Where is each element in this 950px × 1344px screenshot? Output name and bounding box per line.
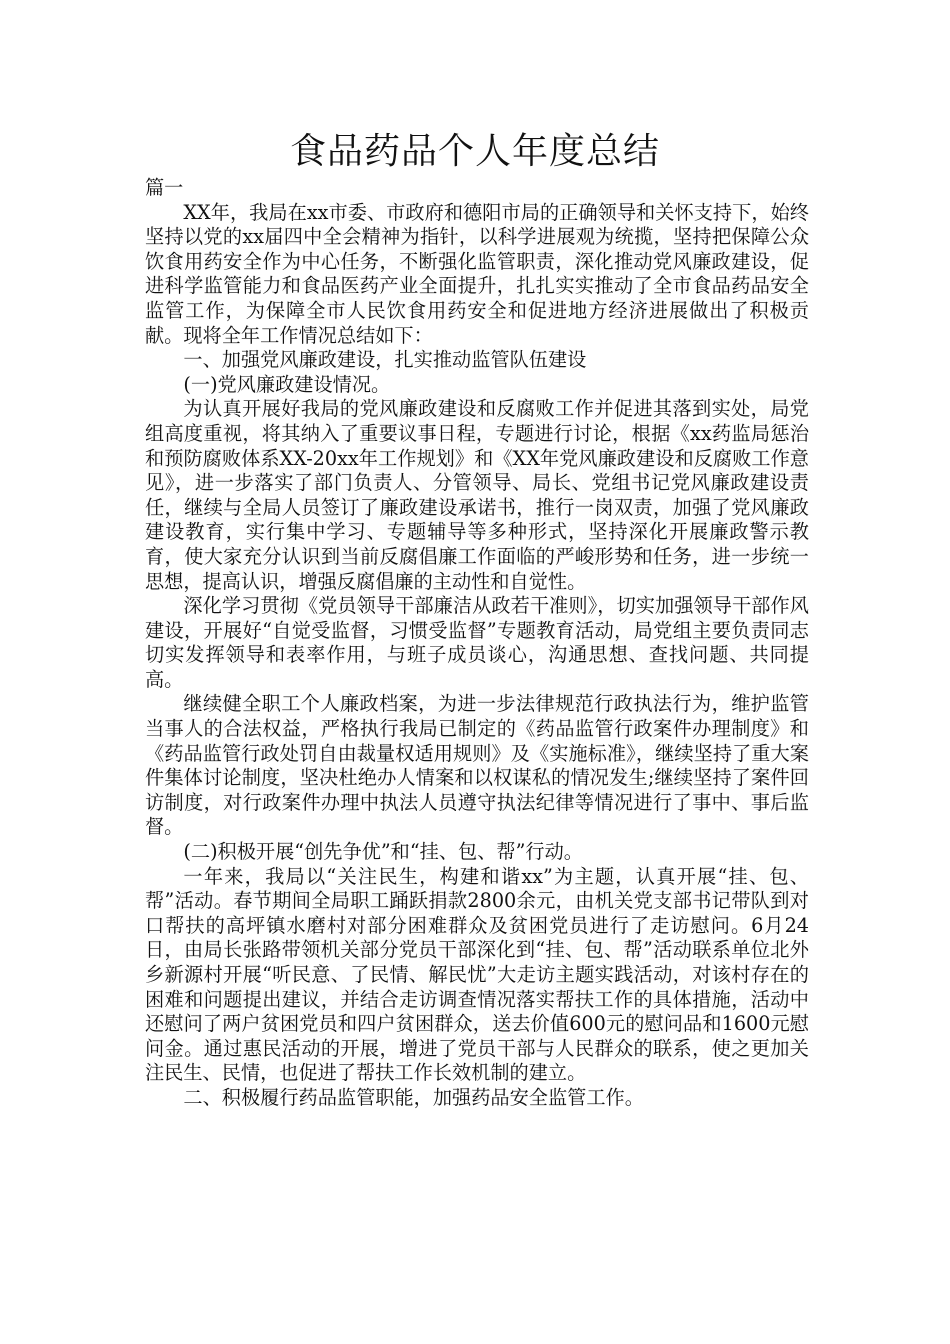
paragraph-integrity-records: 继续健全职工个人廉政档案，为进一步法律规范行政执法行为，维护监管当事人的合法权益，严格执行我局已制定的《药品监管行政案件办理制度》和《药品监管行政处罚自由裁量权适用规则》及《实施标准》，继续坚持了重大案件集体讨论制度，坚决杜绝办人情案和以权谋私的情况发生;继续坚持了案件回访制度，对行政案件办理中执法人员遵守执法纪律等情况进行了事中、事后监督。 bbox=[145, 692, 809, 839]
document-title: 食品药品个人年度总结 bbox=[289, 131, 660, 172]
subheading-1-1: (一)党风廉政建设情况。 bbox=[183, 372, 391, 396]
paragraph-intro: XX年，我局在xx市委、市政府和德阳市局的正确领导和关怀支持下，始终坚持以党的xx届四中全会精神为指针，以科学进展观为统揽，坚持把保障公众饮食用药安全作为中心任务，不断强化监管职责，深化推动党风廉政建设，促进科学监管能力和食品医药产业全面提升，扎扎实实推动了全市食品药品安全监管工作，为保障全市人民饮食用药安全和促进地方经济进展做出了积极贡献。现将全年工作情况总结如下： bbox=[145, 200, 810, 347]
section-label: 篇一 bbox=[145, 176, 184, 199]
paragraph-study-guidelines: 深化学习贯彻《党员领导干部廉洁从政若干准则》，切实加强领导干部作风建设，开展好“自觉受监督，习惯受监督”专题教育活动，局党组主要负责同志切实发挥领导和表率作用，与班子成员谈心，沟通思想、查找问题、共同提高。 bbox=[145, 594, 809, 691]
paragraph-party-building: 为认真开展好我局的党风廉政建设和反腐败工作并促进其落到实处，局党组高度重视，将其纳入了重要议事日程，专题进行讨论，根据《xx药监局惩治和预防腐败体系XX-20xx年工作规划》和《XX年党风廉政建设和反腐败工作意见》，进一步落实了部门负责人、分管领导、局长、党组书记党风廉政建设责任，继续与全局人员签订了廉政建设承诺书，推行一岗双责，加强了党风廉政建设教育，实行集中学习、专题辅导等多种形式，坚持深化开展廉政警示教育，使大家充分认识到当前反腐倡廉工作面临的严峻形势和任务，进一步统一思想，提高认识，增强反腐倡廉的主动性和自觉性。 bbox=[145, 397, 809, 593]
heading-section-2: 二、积极履行药品监管职能，加强药品安全监管工作。 bbox=[183, 1085, 644, 1109]
heading-section-1: 一、加强党风廉政建设，扎实推动监管队伍建设 bbox=[183, 348, 587, 372]
subheading-1-2: (二)积极开展“创先争优”和“挂、包、帮”行动。 bbox=[183, 840, 583, 864]
paragraph-outreach: 一年来，我局以“关注民生，构建和谐xx”为主题，认真开展“挂、包、帮”活动。春节期间全局职工踊跃捐款2800余元，由机关党支部书记带队到对口帮扶的高坪镇水磨村对部分困难群众及贫困党员进行了走访慰问。6月24日，由局长张路带领机关部分党员干部深化到“挂、包、帮”活动联系单位北外乡新源村开展“听民意、了民情、解民忧”大走访主题实践活动，对该村存在的困难和问题提出建议，并结合走访调查情况落实帮扶工作的具体措施，活动中还慰问了两户贫困党员和四户贫困群众，送去价值600元的慰问品和1600元慰问金。通过惠民活动的开展，增进了党员干部与人民群众的联系，使之更加关注民生、民情，也促进了帮扶工作长效机制的建立。 bbox=[145, 864, 809, 1085]
document-body bbox=[145, 176, 809, 1111]
